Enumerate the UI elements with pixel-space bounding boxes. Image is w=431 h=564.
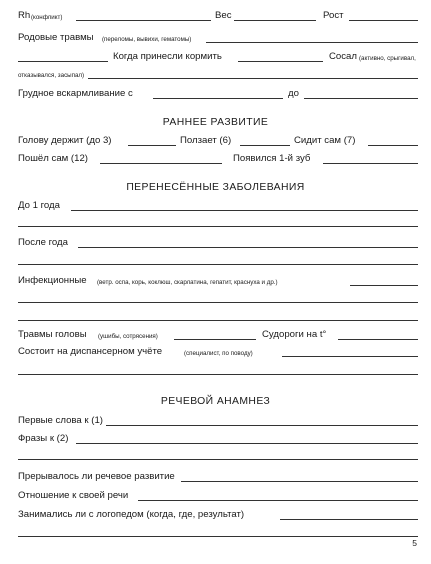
rh-row [18, 8, 418, 24]
breastfeeding-to-field[interactable] [304, 98, 418, 99]
early-row-2 [18, 151, 418, 167]
infectious-extra-line-1[interactable] [18, 302, 418, 303]
therapist-row [18, 507, 418, 523]
first-words-row [18, 413, 418, 429]
under-one-extra-line[interactable] [18, 226, 418, 227]
infectious-field[interactable] [350, 285, 418, 286]
head-trauma-note: (ушибы, сотрясения) [98, 332, 158, 340]
dispensary-label: Состоит на диспансерном учёте [18, 346, 163, 358]
seizures-field[interactable] [338, 339, 418, 340]
walks-label: Пошёл сам (12) [18, 153, 88, 165]
after-one-extra-line[interactable] [18, 264, 418, 265]
attitude-label: Отношение к своей речи [18, 490, 129, 502]
feeding-note-row [18, 66, 418, 82]
birth-trauma-row [18, 30, 418, 46]
infectious-extra-line-2[interactable] [18, 320, 418, 321]
infectious-row [18, 273, 418, 289]
diseases-heading: ПЕРЕНЕСЁННЫЕ ЗАБОЛЕВАНИЯ [126, 182, 305, 193]
interrupted-field[interactable] [181, 481, 418, 482]
dispensary-note: (специалист, по поводу) [184, 349, 253, 357]
crawls-label: Ползает (6) [180, 135, 232, 147]
infectious-note: (ветр. оспа, корь, коклюш, скарлатина, гепатит, краснуха и др.) [97, 278, 278, 286]
phrases-extra-line[interactable] [18, 459, 418, 460]
first-words-field[interactable] [106, 425, 418, 426]
height-field[interactable] [349, 20, 418, 21]
early-development-heading: РАННЕЕ РАЗВИТИЕ [162, 117, 269, 128]
attitude-field[interactable] [138, 500, 418, 501]
birth-trauma-note: (переломы, вывихи, гематомы) [102, 35, 192, 43]
first-words-label: Первые слова к (1) [18, 415, 103, 427]
weight-field[interactable] [234, 20, 316, 21]
breastfeeding-from-label: Грудное вскармливание с [18, 88, 133, 100]
early-row-1 [18, 133, 418, 149]
suck-label: Сосал [329, 51, 357, 63]
breastfeeding-from-field[interactable] [153, 98, 283, 99]
walks-field[interactable] [100, 163, 222, 164]
attitude-row [18, 488, 418, 504]
seizures-label: Судороги на t° [262, 329, 327, 341]
head-hold-field[interactable] [128, 145, 176, 146]
page-number: 5 [412, 538, 417, 548]
suck-note-2: отказывался, засыпал) [18, 71, 85, 79]
birth-trauma-field[interactable] [206, 42, 418, 43]
head-trauma-field[interactable] [174, 339, 256, 340]
height-label: Рост [323, 10, 344, 22]
breastfeeding-to-label: до [288, 88, 299, 100]
breastfeeding-row [18, 86, 418, 102]
phrases-label: Фразы к (2) [18, 433, 69, 445]
after-one-label: После года [18, 237, 68, 249]
head-hold-label: Голову держит (до 3) [18, 135, 112, 147]
tooth-label: Появился 1-й зуб [233, 153, 311, 165]
feeding-when-label: Когда принесли кормить [113, 51, 222, 63]
sits-label: Сидит сам (7) [294, 135, 356, 147]
rh-note: (конфликт) [31, 13, 63, 21]
phrases-row [18, 431, 418, 447]
head-trauma-row [18, 327, 418, 343]
speech-heading: РЕЧЕВОЙ АНАМНЕЗ [160, 396, 271, 407]
under-one-row [18, 198, 418, 214]
birth-trauma-label: Родовые травмы [18, 32, 94, 44]
feeding-pre-field[interactable] [18, 61, 108, 62]
therapist-extra-line[interactable] [18, 536, 418, 537]
suck-field[interactable] [88, 78, 418, 79]
therapist-label: Занимались ли с логопедом (когда, где, результат) [18, 509, 245, 521]
rh-field[interactable] [76, 20, 211, 21]
therapist-field[interactable] [280, 519, 418, 520]
crawls-field[interactable] [240, 145, 290, 146]
feeding-when-field[interactable] [238, 61, 323, 62]
dispensary-row [18, 344, 418, 360]
after-one-row [18, 235, 418, 251]
dispensary-field[interactable] [282, 356, 418, 357]
sits-field[interactable] [368, 145, 418, 146]
tooth-field[interactable] [323, 163, 418, 164]
interrupted-label: Прерывалось ли речевое развитие [18, 471, 175, 483]
head-trauma-label: Травмы головы [18, 329, 87, 341]
interrupted-row [18, 469, 418, 485]
rh-label: Rh [18, 10, 31, 22]
under-one-label: До 1 года [18, 200, 60, 212]
weight-label: Вес [215, 10, 232, 22]
dispensary-extra-line[interactable] [18, 374, 418, 375]
suck-note-1: (активно, срыгивал, [359, 54, 416, 62]
feeding-row [18, 49, 418, 65]
under-one-field[interactable] [71, 210, 418, 211]
after-one-field[interactable] [78, 247, 418, 248]
phrases-field[interactable] [76, 443, 418, 444]
infectious-label: Инфекционные [18, 275, 87, 287]
